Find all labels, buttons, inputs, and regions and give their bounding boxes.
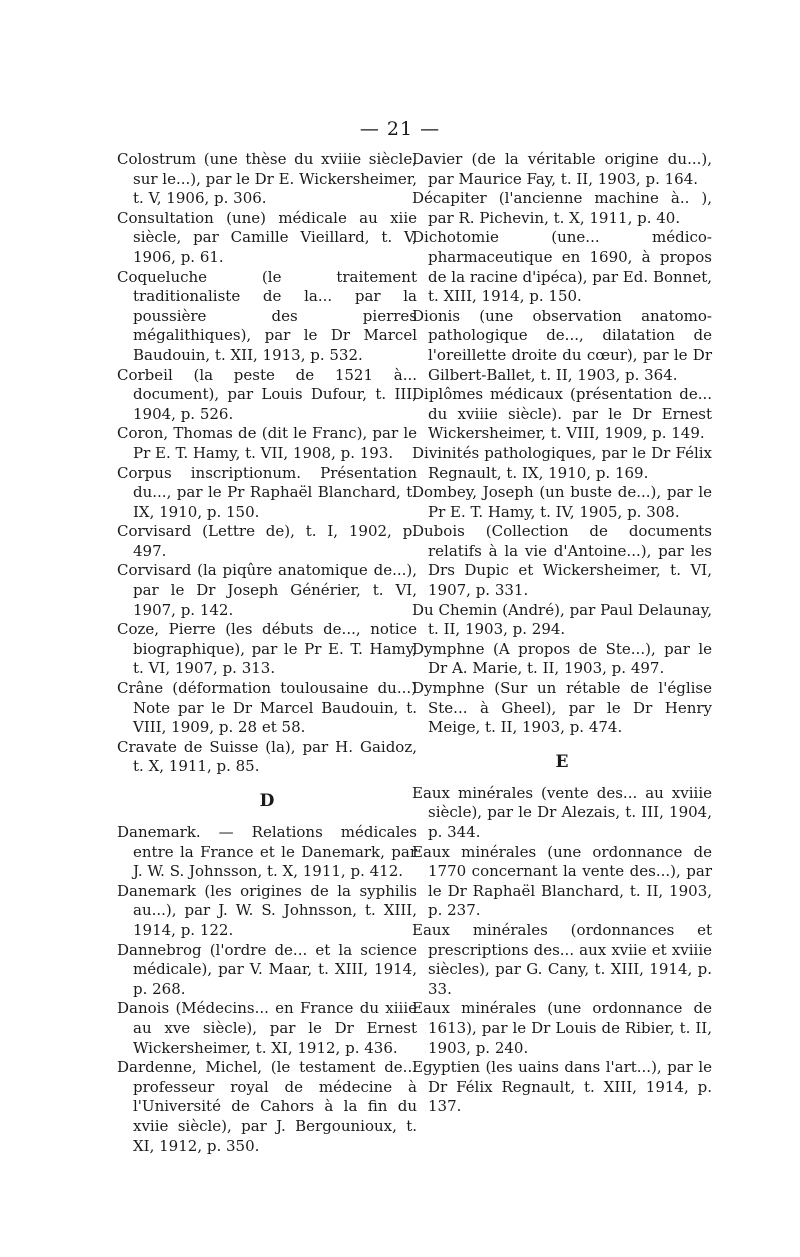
- index-entry: Dichotomie (une... médico-pharmaceutique en 1690, à propos de la racine d'ipéca), par Ed. Bonnet, t. XIII, 1914, p. 150.: [412, 228, 712, 306]
- index-entry: Dombey, Joseph (un buste de...), par le Pr E. T. Hamy, t. IV, 1905, p. 308.: [412, 483, 712, 521]
- index-entry: Dymphne (Sur un rétable de l'église Ste... à Gheel), par le Dr Henry Meige, t. II, 1903, p. 474.: [412, 679, 712, 737]
- index-entry: Eaux minérales (une ordonnance de 1613), par le Dr Louis de Ribier, t. II, 1903, p. 240.: [412, 999, 712, 1057]
- index-entry: Corvisard (Lettre de), t. I, 1902, p. 497.: [117, 522, 417, 560]
- index-entry: Eaux minérales (vente des... au xviiie siècle), par le Dr Alezais, t. III, 1904, p. 344.: [412, 783, 712, 841]
- index-entry: Consultation (une) médicale au xiie siècle, par Camille Vieillard, t. V, 1906, p. 61.: [117, 208, 417, 266]
- index-entry: Corvisard (la piqûre anatomique de...), par le Dr Joseph Générier, t. VI, 1907, p. 142.: [117, 561, 417, 619]
- index-entry: Dymphne (A propos de Ste...), par le Dr A. Marie, t. II, 1903, p. 497.: [412, 639, 712, 678]
- index-entry: Du Chemin (André), par Paul Delaunay, t. II, 1903, p. 294.: [412, 600, 712, 639]
- section-heading-d: D: [259, 791, 275, 811]
- index-entry: Dionis (une observation anatomo-pathologique de..., dilatation de l'oreillette droite du cœur), par le Dr Gilbert-Ballet, t. II, 1903, p. 364.: [412, 306, 712, 384]
- index-entry: Décapiter (l'ancienne machine à.. ), par R. Pichevin, t. X, 1911, p. 40.: [412, 189, 712, 227]
- index-entry: Coqueluche (le traitement traditionaliste de la... par la poussière des pierres mégalithiques), par le Dr Marcel Baudouin, t. XII, 1913, p. 532.: [117, 267, 417, 364]
- left-column: [117, 150, 417, 1156]
- index-entry: Egyptien (les uains dans l'art...), par le Dr Félix Regnault, t. XIII, 1914, p. 137.: [412, 1058, 712, 1116]
- index-entry: Diplômes médicaux (présentation de... du xviiie siècle). par le Dr Ernest Wickersheimer, t. VIII, 1909, p. 149.: [412, 385, 712, 443]
- index-entry: Dannebrog (l'ordre de... et la science médicale), par V. Maar, t. XIII, 1914, p. 268.: [117, 940, 417, 998]
- index-entry: Dubois (Collection de documents relatifs à la vie d'Antoine...), par les Drs Dupic et Wickersheimer, t. VI, 1907, p. 331.: [412, 522, 712, 600]
- index-entry: Eaux minérales (ordonnances et prescriptions des... aux xviie et xviiie siècles), par G. Cany, t. XIII, 1914, p. 33.: [412, 920, 712, 998]
- index-entry: Colostrum (une thèse du xviiie siècle, sur le...), par le Dr E. Wickersheimer, t. V, 1906, p. 306.: [117, 150, 417, 208]
- index-entry: Corbeil (la peste de 1521 à... document), par Louis Dufour, t. III, 1904, p. 526.: [117, 365, 417, 423]
- index-entry: Crâne (déformation toulousaine du...) Note par le Dr Marcel Baudouin, t. VIII, 1909, p. 28 et 58.: [117, 679, 417, 737]
- index-entry: Corpus inscriptionum. Présentation du..., par le Pr Raphaël Blanchard, t. IX, 1910, p. 150.: [117, 463, 417, 521]
- section-heading-e: E: [555, 751, 569, 772]
- index-entry: Divinités pathologiques, par le Dr Félix Regnault, t. IX, 1910, p. 169.: [412, 443, 712, 482]
- index-entry: Danemark. — Relations médicales entre la France et le Danemark, par J. W. S. Johnsson, t. X, 1911, p. 412.: [117, 823, 417, 881]
- index-entry: Eaux minérales (une ordonnance de 1770 concernant la vente des...), par le Dr Raphaël Blanchard, t. II, 1903, p. 237.: [412, 842, 712, 920]
- index-entry: Danemark (les origines de la syphilis au...), par J. W. S. Johnsson, t. XIII, 1914, p. 122.: [117, 881, 417, 939]
- index-entry: Danois (Médecins... en France du xiiie au xve siècle), par le Dr Ernest Wickersheimer, t. XI, 1912, p. 436.: [117, 999, 417, 1057]
- index-entry: Cravate de Suisse (la), par H. Gaidoz, t. X, 1911, p. 85.: [117, 737, 417, 776]
- page-number: — 21 —: [359, 118, 441, 140]
- index-entry: Davier (de la véritable origine du...), par Maurice Fay, t. II, 1903, p. 164.: [412, 150, 712, 188]
- index-entry: Coze, Pierre (les débuts de..., notice biographique), par le Pr E. T. Hamy, t. VI, 1907, p. 313.: [117, 620, 417, 678]
- index-entry: Dardenne, Michel, (le testament de... professeur royal de médecine à l'Université de Cahors à la fin du xviie siècle), par J. Bergounioux, t. XI, 1912, p. 350.: [117, 1058, 417, 1155]
- right-column: [412, 150, 712, 1117]
- index-entry: Coron, Thomas de (dit le Franc), par le Pr E. T. Hamy, t. VII, 1908, p. 193.: [117, 424, 417, 462]
